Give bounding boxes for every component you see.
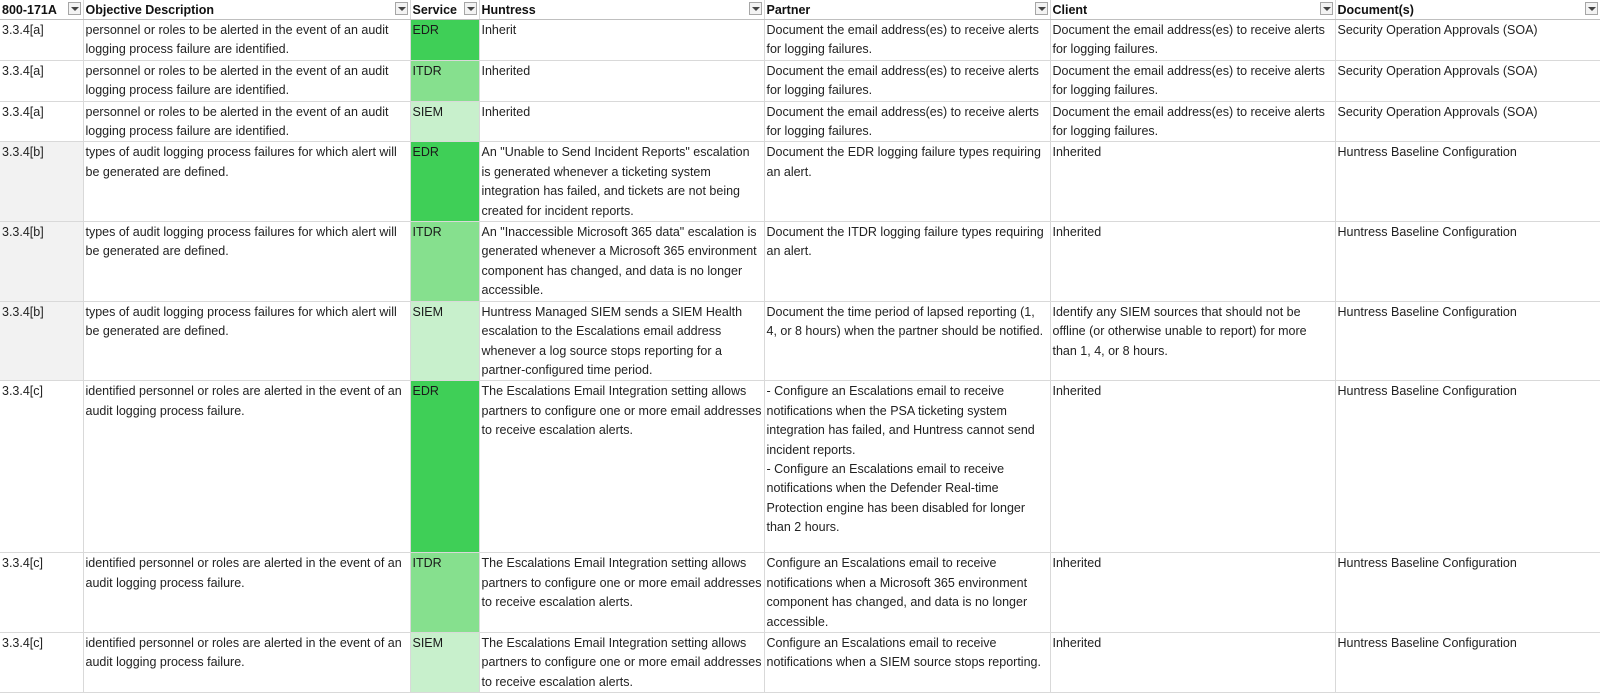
cell-client[interactable]: Identify any SIEM sources that should not be offline (or otherwise unable to report) for more than 1, 4, or 8 hours. xyxy=(1050,301,1335,381)
table-body xyxy=(0,20,1600,693)
filter-dropdown-icon[interactable] xyxy=(464,2,477,15)
cell-partner[interactable]: Document the email address(es) to receive alerts for logging failures. xyxy=(764,60,1050,101)
cell-huntress[interactable]: An "Unable to Send Incident Reports" escalation is generated whenever a ticketing system integration has failed, and tickets are not being created for incident reports. xyxy=(479,142,764,222)
cell-documents[interactable]: Huntress Baseline Configuration xyxy=(1335,381,1600,553)
cell-documents[interactable]: Security Operation Approvals (SOA) xyxy=(1335,60,1600,101)
cell-service[interactable]: EDR xyxy=(410,20,479,61)
cell-service[interactable]: EDR xyxy=(410,381,479,553)
column-header-partner[interactable]: Partner xyxy=(764,0,1050,20)
cell-objective[interactable]: personnel or roles to be alerted in the event of an audit logging process failure are identified. xyxy=(83,101,410,142)
cell-objective[interactable]: personnel or roles to be alerted in the event of an audit logging process failure are identified. xyxy=(83,20,410,61)
cell-documents[interactable]: Huntress Baseline Configuration xyxy=(1335,301,1600,381)
cell-service[interactable]: ITDR xyxy=(410,553,479,633)
cell-objective[interactable]: identified personnel or roles are alerted in the event of an audit logging process failure. xyxy=(83,553,410,633)
cell-documents[interactable]: Security Operation Approvals (SOA) xyxy=(1335,101,1600,142)
cell-id[interactable]: 3.3.4[a] xyxy=(0,20,83,61)
cell-huntress[interactable]: An "Inaccessible Microsoft 365 data" escalation is generated whenever a Microsoft 365 environment component has changed, and data is no longer accessible. xyxy=(479,222,764,302)
table-row xyxy=(0,101,1600,142)
cell-id[interactable]: 3.3.4[b] xyxy=(0,142,83,222)
cell-id[interactable]: 3.3.4[a] xyxy=(0,101,83,142)
cell-partner[interactable]: Document the time period of lapsed reporting (1, 4, or 8 hours) when the partner should be notified. xyxy=(764,301,1050,381)
table-row xyxy=(0,20,1600,61)
cell-service[interactable]: SIEM xyxy=(410,101,479,142)
cell-partner[interactable]: Configure an Escalations email to receive notifications when a Microsoft 365 environment component has changed, and data is no longer accessible. xyxy=(764,553,1050,633)
cell-id[interactable]: 3.3.4[c] xyxy=(0,381,83,553)
cell-huntress[interactable]: Inherit xyxy=(479,20,764,61)
cell-objective[interactable]: types of audit logging process failures for which alert will be generated are defined. xyxy=(83,142,410,222)
table-row xyxy=(0,301,1600,381)
filter-dropdown-icon[interactable] xyxy=(749,2,762,15)
cell-objective[interactable]: personnel or roles to be alerted in the event of an audit logging process failure are identified. xyxy=(83,60,410,101)
cell-id[interactable]: 3.3.4[a] xyxy=(0,60,83,101)
cell-documents[interactable]: Security Operation Approvals (SOA) xyxy=(1335,20,1600,61)
cell-service[interactable]: ITDR xyxy=(410,222,479,302)
cell-client[interactable]: Document the email address(es) to receive alerts for logging failures. xyxy=(1050,101,1335,142)
table-row xyxy=(0,60,1600,101)
cell-objective[interactable]: identified personnel or roles are alerted in the event of an audit logging process failure. xyxy=(83,632,410,692)
cell-partner[interactable]: Configure an Escalations email to receive notifications when a SIEM source stops reporting. xyxy=(764,632,1050,692)
cell-documents[interactable]: Huntress Baseline Configuration xyxy=(1335,553,1600,633)
cell-huntress[interactable]: Inherited xyxy=(479,60,764,101)
table-row xyxy=(0,222,1600,302)
cell-documents[interactable]: Huntress Baseline Configuration xyxy=(1335,222,1600,302)
cell-documents[interactable]: Huntress Baseline Configuration xyxy=(1335,632,1600,692)
column-header-huntress[interactable]: Huntress xyxy=(479,0,764,20)
cell-client[interactable]: Inherited xyxy=(1050,142,1335,222)
cell-partner[interactable]: Document the email address(es) to receive alerts for logging failures. xyxy=(764,20,1050,61)
cell-service[interactable]: ITDR xyxy=(410,60,479,101)
table-row xyxy=(0,381,1600,553)
cell-client[interactable]: Inherited xyxy=(1050,381,1335,553)
cell-objective[interactable]: identified personnel or roles are alerted in the event of an audit logging process failure. xyxy=(83,381,410,553)
cell-huntress[interactable]: The Escalations Email Integration setting allows partners to configure one or more email addresses to receive escalation alerts. xyxy=(479,381,764,553)
column-header-service[interactable]: Service xyxy=(410,0,479,20)
column-header-client[interactable]: Client xyxy=(1050,0,1335,20)
cell-partner[interactable]: - Configure an Escalations email to receive notifications when the PSA ticketing system integration has failed, and Huntress cannot send incident reports. - Configure an Escalations email to receive notifications when the Defender Real-time Protection engine has been disabled for longer than 2 hours. xyxy=(764,381,1050,553)
column-header-documents[interactable]: Document(s) xyxy=(1335,0,1600,20)
filter-dropdown-icon[interactable] xyxy=(1585,2,1598,15)
filter-dropdown-icon[interactable] xyxy=(1035,2,1048,15)
cell-id[interactable]: 3.3.4[b] xyxy=(0,301,83,381)
cell-service[interactable]: EDR xyxy=(410,142,479,222)
filter-dropdown-icon[interactable] xyxy=(395,2,408,15)
cell-client[interactable]: Inherited xyxy=(1050,553,1335,633)
table-row xyxy=(0,142,1600,222)
cell-huntress[interactable]: Huntress Managed SIEM sends a SIEM Health escalation to the Escalations email address whenever a log source stops reporting for a partner-configured time period. xyxy=(479,301,764,381)
cell-id[interactable]: 3.3.4[b] xyxy=(0,222,83,302)
cell-id[interactable]: 3.3.4[c] xyxy=(0,553,83,633)
cell-partner[interactable]: Document the email address(es) to receive alerts for logging failures. xyxy=(764,101,1050,142)
filter-dropdown-icon[interactable] xyxy=(1320,2,1333,15)
cell-objective[interactable]: types of audit logging process failures for which alert will be generated are defined. xyxy=(83,301,410,381)
cell-id[interactable]: 3.3.4[c] xyxy=(0,632,83,692)
cell-client[interactable]: Inherited xyxy=(1050,222,1335,302)
column-header-id[interactable]: 800-171A xyxy=(0,0,83,20)
cell-partner[interactable]: Document the EDR logging failure types requiring an alert. xyxy=(764,142,1050,222)
cell-service[interactable]: SIEM xyxy=(410,301,479,381)
cell-objective[interactable]: types of audit logging process failures for which alert will be generated are defined. xyxy=(83,222,410,302)
table-row xyxy=(0,553,1600,633)
cell-huntress[interactable]: The Escalations Email Integration setting allows partners to configure one or more email addresses to receive escalation alerts. xyxy=(479,553,764,633)
cell-client[interactable]: Document the email address(es) to receive alerts for logging failures. xyxy=(1050,20,1335,61)
cell-service[interactable]: SIEM xyxy=(410,632,479,692)
cell-huntress[interactable]: Inherited xyxy=(479,101,764,142)
column-header-objective[interactable]: Objective Description xyxy=(83,0,410,20)
cell-huntress[interactable]: The Escalations Email Integration setting allows partners to configure one or more email addresses to receive escalation alerts. xyxy=(479,632,764,692)
cell-client[interactable]: Inherited xyxy=(1050,632,1335,692)
filter-dropdown-icon[interactable] xyxy=(68,2,81,15)
cell-partner[interactable]: Document the ITDR logging failure types requiring an alert. xyxy=(764,222,1050,302)
header-row xyxy=(0,0,1600,20)
cell-client[interactable]: Document the email address(es) to receive alerts for logging failures. xyxy=(1050,60,1335,101)
table-row xyxy=(0,632,1600,692)
cell-documents[interactable]: Huntress Baseline Configuration xyxy=(1335,142,1600,222)
